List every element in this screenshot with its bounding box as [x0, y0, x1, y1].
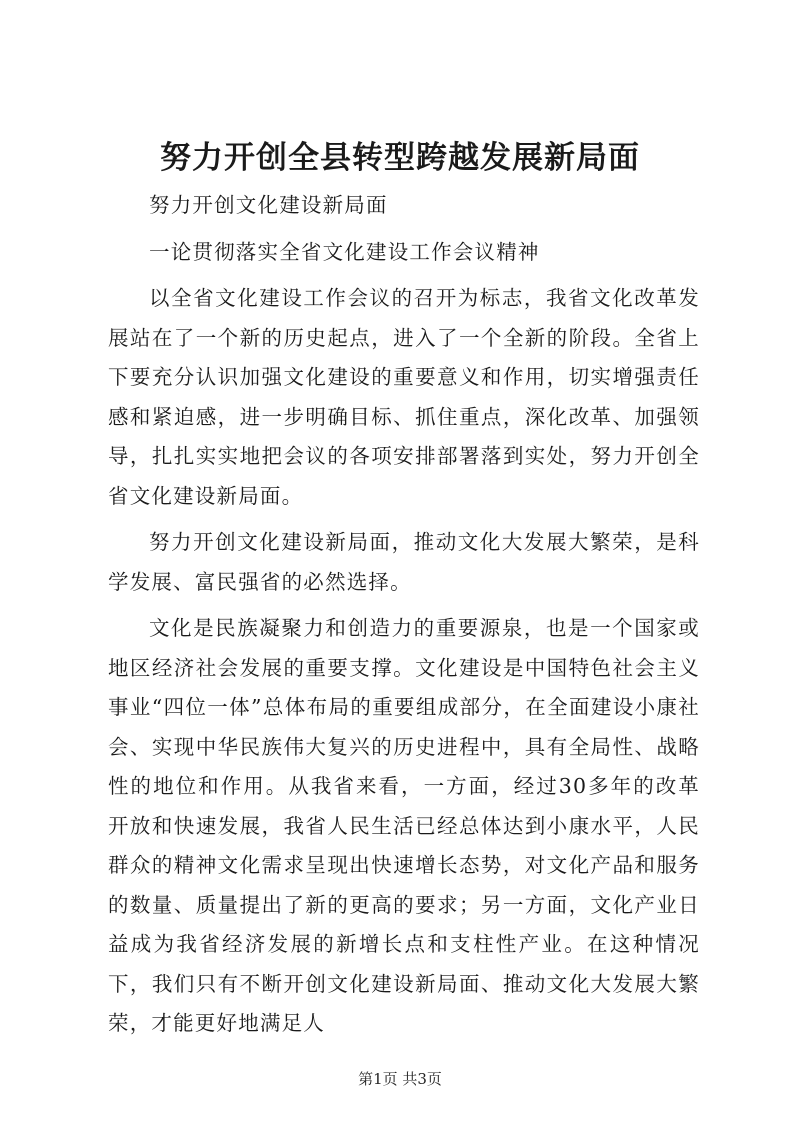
subheading-paragraph: 一论贯彻落实全省文化建设工作会议精神 — [149, 239, 540, 264]
body-paragraph: 努力开创文化建设新局面，推动文化大发展大繁荣，是科学发展、富民强省的必然选择。 — [108, 530, 700, 594]
page-footer: 第1页 共3页 — [358, 1070, 442, 1088]
document-body — [108, 186, 700, 1044]
document-title: 努力开创全县转型跨越发展新局面 — [160, 140, 640, 176]
body-paragraph: 文化是民族凝聚力和创造力的重要源泉，也是一个国家或地区经济社会发展的重要支撑。文化建设是中国特色社会主义事业“四位一体”总体布局的重要组成部分，在全面建设小康社会、实现中华民族伟大复兴的历史进程中，具有全局性、战略性的地位和作用。从我省来看，一方面，经过30多年的改革开放和快速发展，我省人民生活已经总体达到小康水平，人民群众的精神文化需求呈现出快速增长态势，对文化产品和服务的数量、质量提出了新的更高的要求；另一方面，文化产业日益成为我省经济发展的新增长点和支柱性产业。在这种情况下，我们只有不断开创文化建设新局面、推动文化大发展大繁荣，才能更好地满足人 — [108, 616, 700, 1035]
subtitle-paragraph: 努力开创文化建设新局面 — [149, 193, 388, 217]
body-paragraph: 以全省文化建设工作会议的召开为标志，我省文化改革发展站在了一个新的历史起点，进入了一个全新的阶段。全省上下要充分认识加强文化建设的重要意义和作用，切实增强责任感和紧迫感，进一步明确目标、抓住重点，深化改革、加强领导，扎扎实实地把会议的各项安排部署落到实处，努力开创全省文化建设新局面。 — [108, 286, 700, 508]
